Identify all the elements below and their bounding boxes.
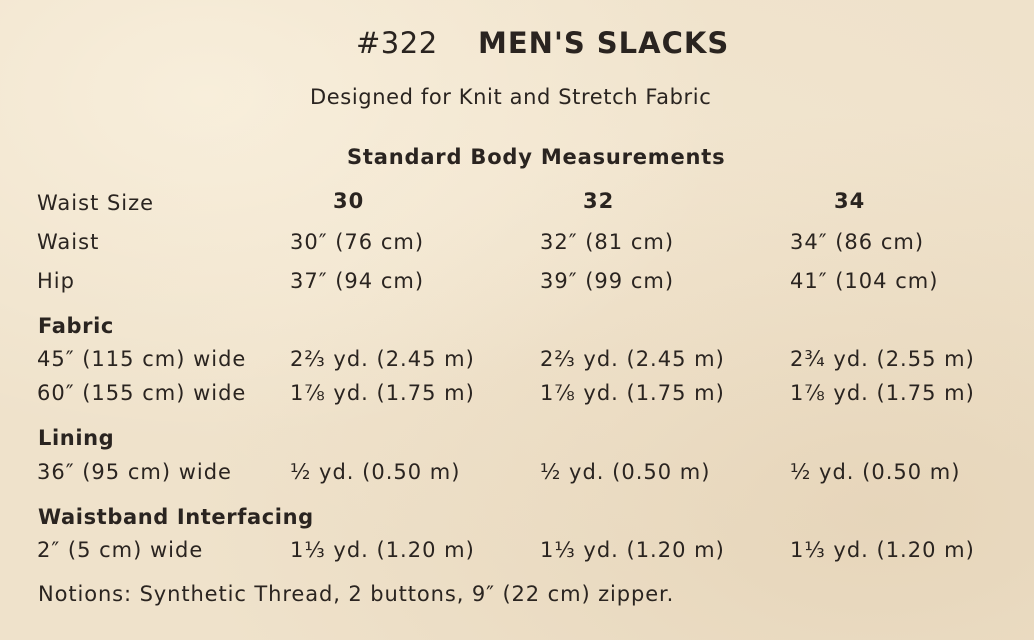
table-cell: 30″ (76 cm): [290, 230, 425, 254]
size-header: 30: [333, 189, 365, 213]
table-cell: 1⅞ yd. (1.75 m): [540, 381, 725, 405]
row-label-interfacing: 2″ (5 cm) wide: [37, 538, 204, 562]
size-label: Waist Size: [37, 191, 155, 215]
pattern-name: MEN'S SLACKS: [478, 26, 730, 60]
row-label-hip: Hip: [37, 269, 75, 293]
pattern-number: #322: [356, 26, 438, 60]
table-cell: 2¾ yd. (2.55 m): [790, 347, 975, 371]
interfacing-heading: Waistband Interfacing: [38, 505, 314, 529]
row-label-fabric-60: 60″ (155 cm) wide: [37, 381, 247, 405]
table-cell: 39″ (99 cm): [540, 269, 675, 293]
size-header: 32: [583, 189, 615, 213]
measurements-heading: Standard Body Measurements: [347, 145, 726, 169]
size-header: 34: [834, 189, 866, 213]
table-cell: 2⅔ yd. (2.45 m): [540, 347, 725, 371]
pattern-subtitle: Designed for Knit and Stretch Fabric: [310, 85, 712, 109]
table-cell: 2⅔ yd. (2.45 m): [290, 347, 475, 371]
fabric-heading: Fabric: [38, 314, 114, 338]
row-label-lining: 36″ (95 cm) wide: [37, 460, 232, 484]
table-cell: ½ yd. (0.50 m): [790, 460, 961, 484]
table-cell: 1⅞ yd. (1.75 m): [290, 381, 475, 405]
table-cell: 1⅓ yd. (1.20 m): [540, 538, 725, 562]
row-label-waist: Waist: [37, 230, 100, 254]
row-label-fabric-45: 45″ (115 cm) wide: [37, 347, 247, 371]
table-cell: ½ yd. (0.50 m): [290, 460, 461, 484]
table-cell: 34″ (86 cm): [790, 230, 925, 254]
table-cell: 37″ (94 cm): [290, 269, 425, 293]
table-cell: 1⅓ yd. (1.20 m): [790, 538, 975, 562]
lining-heading: Lining: [38, 426, 115, 450]
notions-line: Notions: Synthetic Thread, 2 buttons, 9″ (22 cm) zipper.: [38, 582, 675, 606]
table-cell: 1⅓ yd. (1.20 m): [290, 538, 475, 562]
table-cell: ½ yd. (0.50 m): [540, 460, 711, 484]
table-cell: 41″ (104 cm): [790, 269, 939, 293]
table-cell: 32″ (81 cm): [540, 230, 675, 254]
table-cell: 1⅞ yd. (1.75 m): [790, 381, 975, 405]
